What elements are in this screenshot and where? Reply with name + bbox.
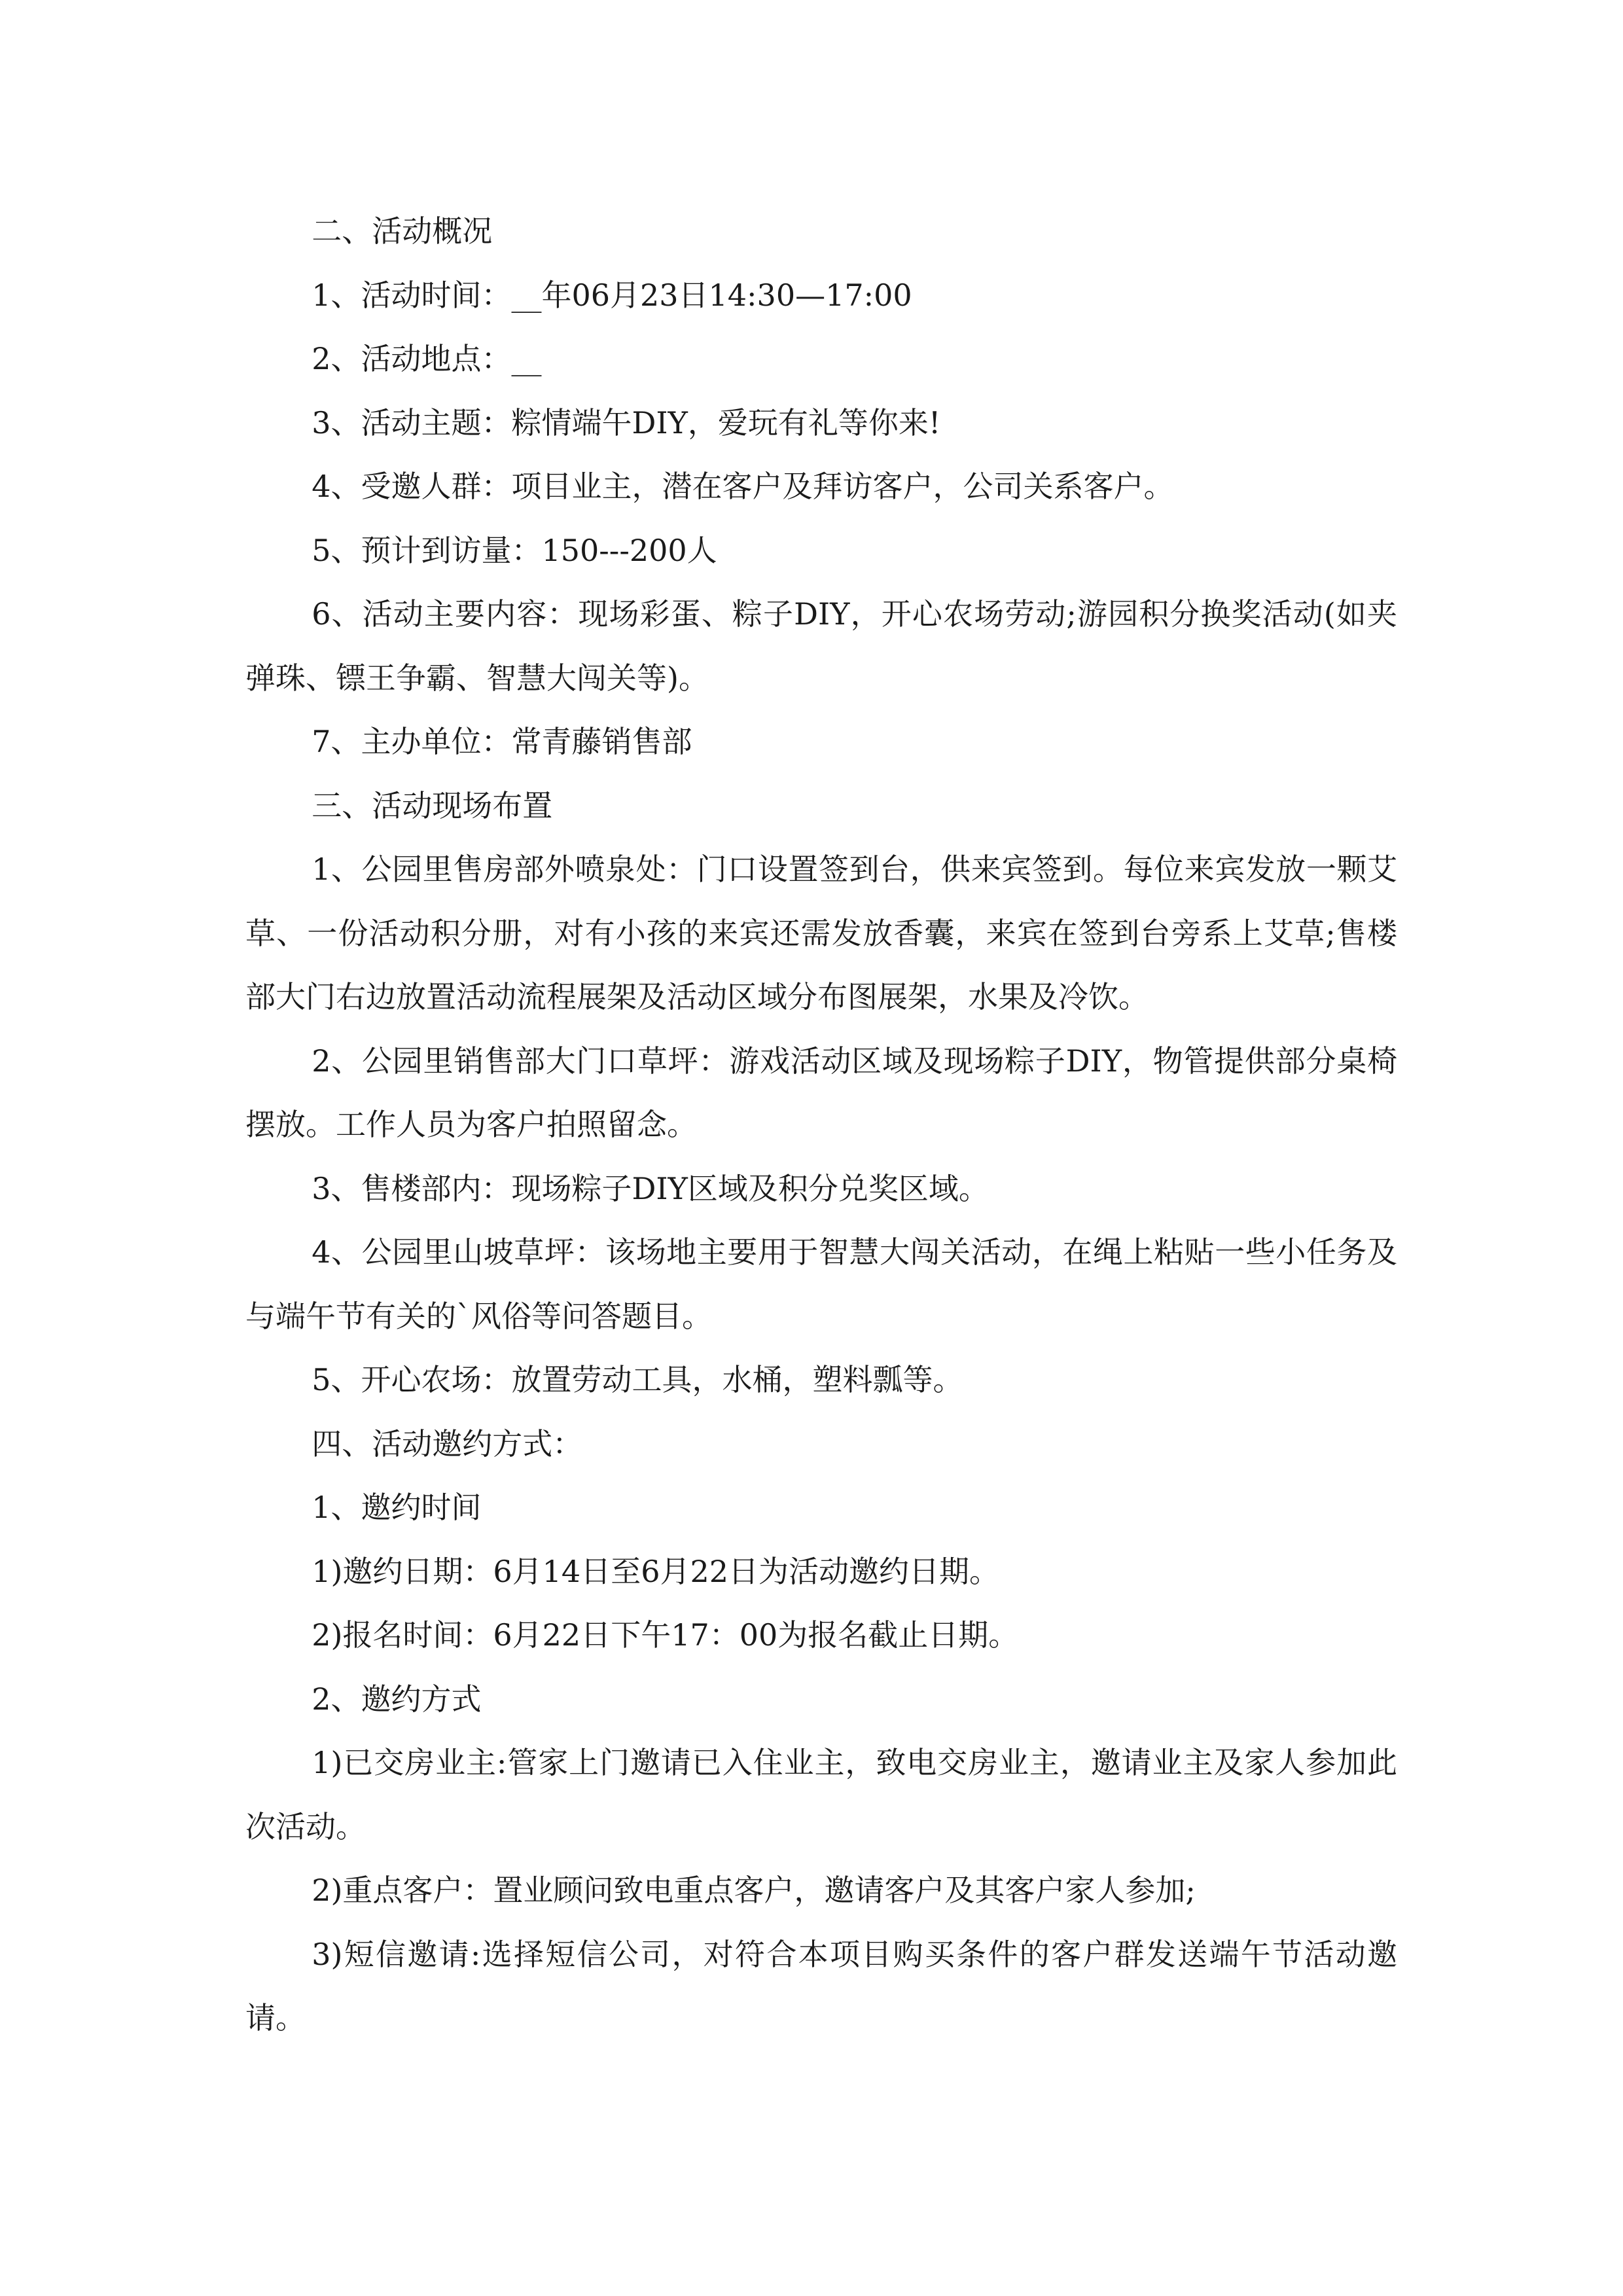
paragraph-activity-location: 2、活动地点：__: [312, 341, 542, 376]
section-heading-invitation: 四、活动邀约方式：: [312, 1426, 583, 1462]
paragraph-invitation-dates: 1)邀约日期：6月14日至6月22日为活动邀约日期。: [312, 1553, 999, 1589]
paragraph-happy-farm: 5、开心农场：放置劳动工具，水桶，塑料瓢等。: [312, 1362, 963, 1397]
paragraph-hillside-lawn: 4、公园里山坡草坪：该场地主要用于智慧大闯关活动，在绳上粘贴一些小任务及与端午节有关的`风俗等问答题目。: [245, 1234, 1397, 1334]
paragraph-main-content: 6、活动主要内容：现场彩蛋、粽子DIY，开心农场劳动;游园积分换奖活动(如夹弹珠、镖王争霸、智慧大闯关等)。: [245, 596, 1397, 696]
paragraph-activity-time: 1、活动时间：__年06月23日14:30—17:00: [312, 277, 912, 313]
paragraph-activity-theme: 3、活动主题：粽情端午DIY，爱玩有礼等你来!: [312, 404, 941, 440]
paragraph-owner-invitation: 1)已交房业主:管家上门邀请已入住业主，致电交房业主，邀请业主及家人参加此次活动。: [245, 1745, 1397, 1844]
paragraph-sms-invitation: 3)短信邀请:选择短信公司，对符合本项目购买条件的客户群发送端午节活动邀请。: [245, 1936, 1397, 2036]
paragraph-fountain-area: 1、公园里售房部外喷泉处：门口设置签到台，供来宾签到。每位来宾发放一颗艾草、一份活动积分册，对有小孩的来宾还需发放香囊，来宾在签到台旁系上艾草;售楼部大门右边放置活动流程展架及活动区域分布图展架，水果及冷饮。: [245, 852, 1397, 1014]
subheading-invitation-methods: 2、邀约方式: [312, 1681, 482, 1717]
paragraph-organizer: 7、主办单位：常青藤销售部: [312, 724, 692, 759]
section-heading-venue-setup: 三、活动现场布置: [312, 787, 553, 823]
subheading-invitation-time: 1、邀约时间: [312, 1490, 482, 1525]
section-heading-overview: 二、活动概况: [312, 213, 493, 249]
paragraph-sales-office: 3、售楼部内：现场粽子DIY区域及积分兑奖区域。: [312, 1170, 989, 1206]
paragraph-expected-visitors: 5、预计到访量：150---200人: [312, 532, 717, 568]
paragraph-key-clients: 2)重点客户：置业顾问致电重点客户，邀请客户及其客户家人参加;: [312, 1873, 1196, 1908]
paragraph-lawn-area: 2、公园里销售部大门口草坪：游戏活动区域及现场粽子DIY，物管提供部分桌椅摆放。工作人员为客户拍照留念。: [245, 1043, 1397, 1142]
document-body: [245, 200, 1397, 2051]
paragraph-invited-audience: 4、受邀人群：项目业主，潜在客户及拜访客户，公司关系客户。: [312, 469, 1174, 504]
paragraph-registration-deadline: 2)报名时间：6月22日下午17：00为报名截止日期。: [312, 1617, 1019, 1653]
